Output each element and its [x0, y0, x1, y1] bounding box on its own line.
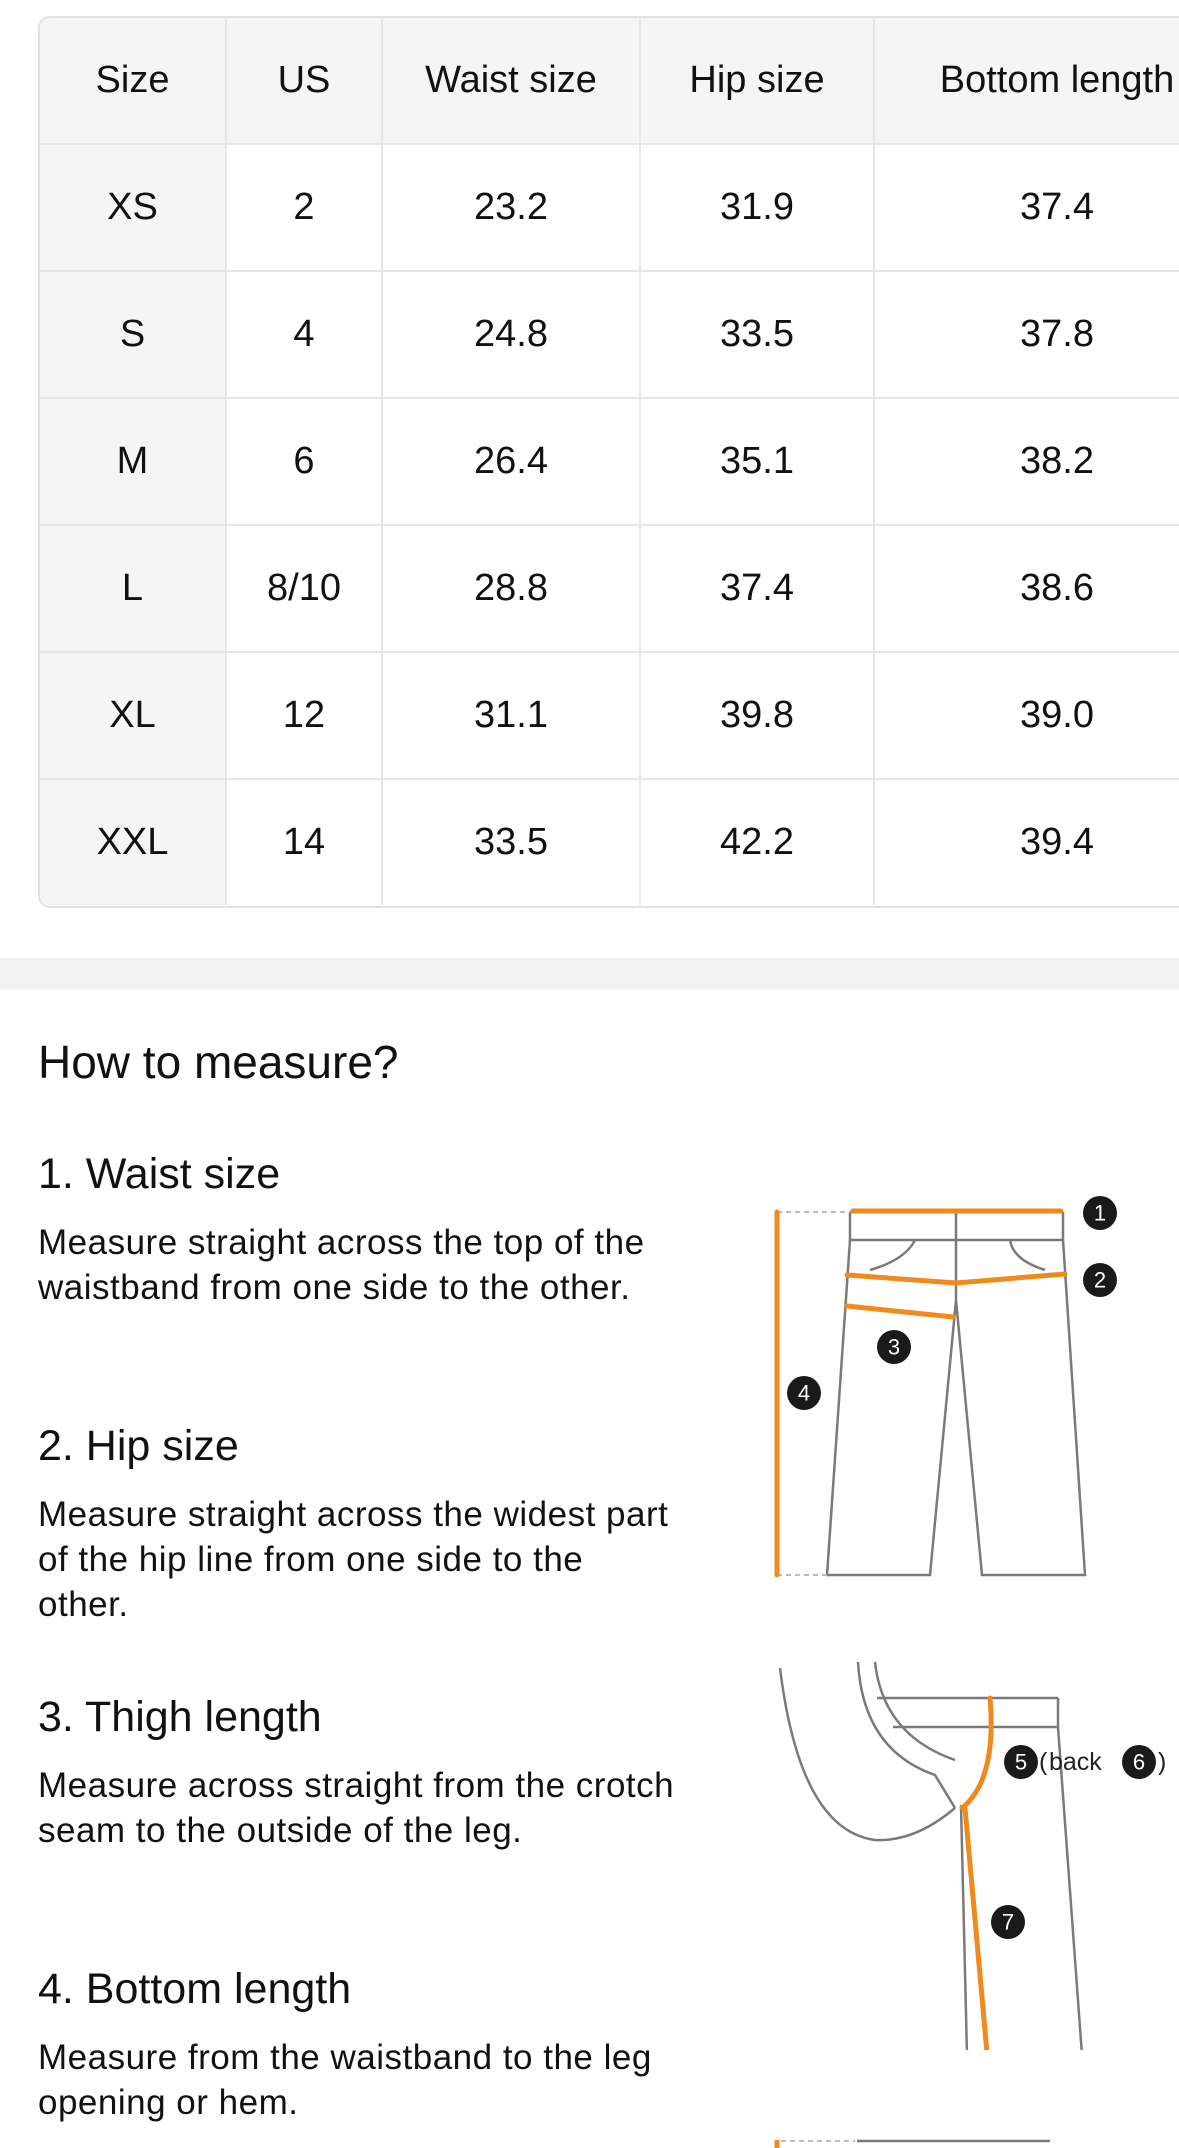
how-to-measure-title: How to measure? — [38, 1036, 399, 1088]
svg-text:2: 2 — [1093, 1267, 1107, 1293]
guide-item-thigh — [38, 1691, 678, 1853]
us-cell: 14 — [226, 779, 382, 905]
guide-item-hip — [38, 1420, 678, 1627]
marker-1-icon — [1083, 1196, 1117, 1230]
guide-heading: 4. Bottom length — [38, 1965, 352, 2013]
us-cell: 4 — [226, 271, 382, 398]
side-pants-diagram — [765, 1650, 1179, 2050]
guide-heading: 1. Waist size — [38, 1150, 281, 1198]
header-waist-size: Waist size — [382, 18, 640, 144]
header-size: Size — [40, 18, 226, 144]
section-divider — [0, 958, 1179, 990]
marker-3-icon — [877, 1330, 911, 1364]
back-close-paren: ) — [1158, 1748, 1167, 1776]
svg-text:7: 7 — [1001, 1909, 1015, 1935]
guide-item-waist — [38, 1148, 678, 1310]
hip-cell: 37.4 — [640, 525, 874, 652]
marker-5-icon — [1004, 1745, 1038, 1779]
header-hip-size: Hip size — [640, 18, 874, 144]
pants-side-outline — [780, 1662, 1082, 2050]
hip-cell: 31.9 — [640, 144, 874, 271]
table-row — [40, 398, 1179, 525]
front-pants-diagram — [765, 1190, 1179, 1590]
svg-text:4: 4 — [797, 1380, 811, 1406]
guide-description: Measure straight across the widest part of the hip line from one side to the other. — [38, 1495, 669, 1624]
bottom-length-cell: 37.8 — [874, 271, 1179, 398]
svg-text:5: 5 — [1014, 1749, 1028, 1775]
guide-heading: 2. Hip size — [38, 1422, 239, 1470]
size-cell: L — [40, 525, 226, 652]
svg-text:3: 3 — [887, 1334, 901, 1360]
back-label: back — [1049, 1748, 1102, 1776]
waist-cell: 23.2 — [382, 144, 640, 271]
hip-cell: 39.8 — [640, 652, 874, 779]
size-cell: XL — [40, 652, 226, 779]
marker-6-icon — [1122, 1745, 1156, 1779]
header-us: US — [226, 18, 382, 144]
us-cell: 2 — [226, 144, 382, 271]
waist-cell: 24.8 — [382, 271, 640, 398]
size-cell: XXL — [40, 779, 226, 905]
next-diagram-partial — [765, 2136, 1065, 2148]
bottom-length-cell: 38.6 — [874, 525, 1179, 652]
table-row — [40, 144, 1179, 271]
hip-cell: 35.1 — [640, 398, 874, 525]
size-chart-table-container — [38, 16, 1179, 908]
size-chart-table — [40, 18, 1179, 905]
table-row — [40, 652, 1179, 779]
bottom-length-cell: 37.4 — [874, 144, 1179, 271]
svg-text:6: 6 — [1132, 1749, 1146, 1775]
guide-description: Measure across straight from the crotch seam to the outside of the leg. — [38, 1766, 675, 1850]
waist-cell: 33.5 — [382, 779, 640, 905]
waist-cell: 26.4 — [382, 398, 640, 525]
marker-7-icon — [991, 1905, 1025, 1939]
marker-2-icon — [1083, 1263, 1117, 1297]
us-cell: 8/10 — [226, 525, 382, 652]
marker-4-icon — [787, 1376, 821, 1410]
guide-description: Measure straight across the top of the waistband from one side to the other. — [38, 1223, 645, 1307]
waist-cell: 31.1 — [382, 652, 640, 779]
bottom-length-cell: 38.2 — [874, 398, 1179, 525]
size-cell: S — [40, 271, 226, 398]
us-cell: 12 — [226, 652, 382, 779]
hip-cell: 42.2 — [640, 779, 874, 905]
bottom-length-cell: 39.4 — [874, 779, 1179, 905]
guide-description: Measure from the waistband to the leg opening or hem. — [38, 2038, 652, 2122]
svg-text:1: 1 — [1093, 1200, 1107, 1226]
guide-item-bottom-length — [38, 1963, 678, 2125]
hip-cell: 33.5 — [640, 271, 874, 398]
table-row — [40, 271, 1179, 398]
waist-cell: 28.8 — [382, 525, 640, 652]
size-cell: XS — [40, 144, 226, 271]
pants-outline — [827, 1212, 1085, 1575]
us-cell: 6 — [226, 398, 382, 525]
back-open-paren: ( — [1039, 1748, 1048, 1776]
bottom-length-cell: 39.0 — [874, 652, 1179, 779]
table-row — [40, 525, 1179, 652]
guide-heading: 3. Thigh length — [38, 1693, 322, 1741]
table-row — [40, 779, 1179, 905]
size-cell: M — [40, 398, 226, 525]
table-header-row — [40, 18, 1179, 144]
header-bottom-length: Bottom length — [874, 18, 1179, 144]
